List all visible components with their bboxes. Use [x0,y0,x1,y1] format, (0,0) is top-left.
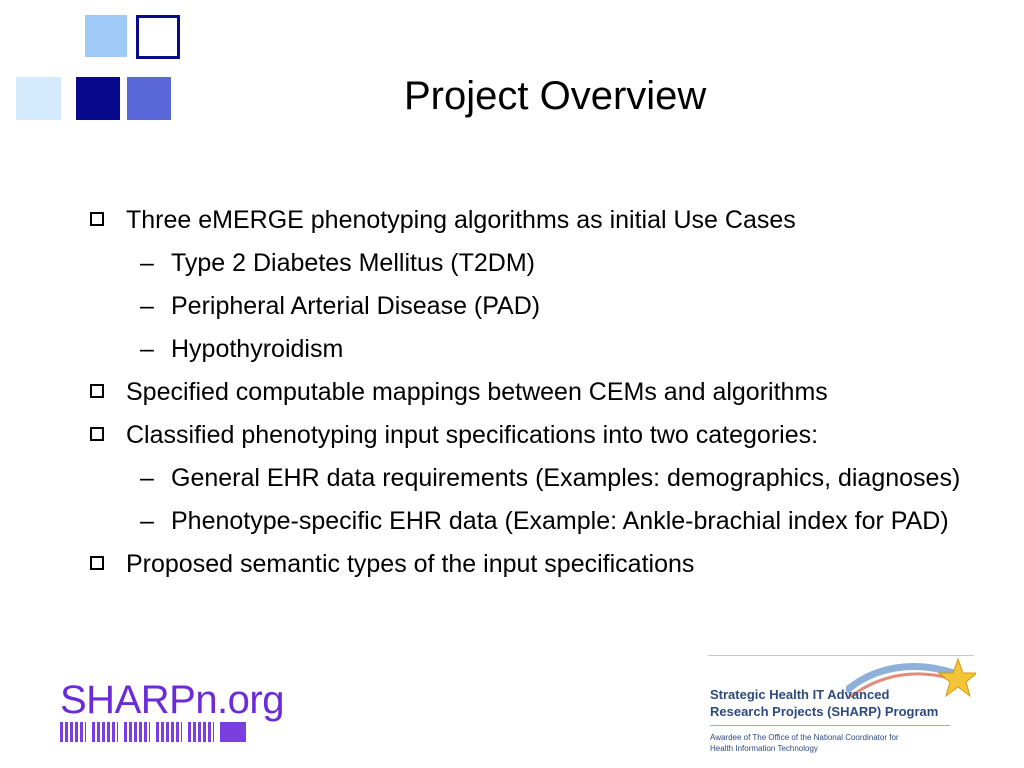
program-sub-line2: Health Information Technology [710,744,818,753]
sub-bullet-item [90,246,1000,280]
deco-square-pale-blue [16,77,61,120]
program-name-line1: Strategic Health IT Advanced [710,687,890,702]
dash-bullet-icon: – [140,464,154,492]
program-name-line2: Research Projects (SHARP) Program [710,704,939,719]
dash-bullet-icon: – [140,249,154,277]
logo-top-rule [708,655,974,656]
bullet-text: Classified phenotyping input specifications into two categories: [126,421,819,449]
sharpn-logo-text: SHARPn.org [60,678,284,722]
bullet-text: Proposed semantic types of the input specifications [126,550,695,578]
bullet-list [90,203,1000,590]
bullet-text: Three eMERGE phenotyping algorithms as initial Use Cases [126,206,796,234]
dash-bullet-icon: – [140,507,154,535]
sub-bullet-text: Type 2 Diabetes Mellitus (T2DM) [171,249,536,277]
sub-bullet-item [90,461,1000,495]
logo-tile [220,722,246,742]
deco-square-periwinkle [127,77,171,120]
dash-bullet-icon: – [140,335,154,363]
sub-bullet-text: Hypothyroidism [171,335,344,363]
sub-bullet-text: General EHR data requirements (Examples: demographics, diagnoses) [171,464,961,492]
sub-bullet-item [90,504,1000,538]
logo-tile [156,722,182,742]
square-bullet-icon [90,427,104,441]
logo-tile [60,722,86,742]
sub-bullet-text: Peripheral Arterial Disease (PAD) [171,292,541,320]
square-bullet-icon [90,556,104,570]
bullet-item [90,547,1000,581]
sub-bullet-text: Phenotype-specific EHR data (Example: Ankle-brachial index for PAD) [171,507,949,535]
slide-title: Project Overview [404,74,707,118]
deco-square-light-blue [85,15,127,57]
sharp-program-logo [706,653,974,765]
square-bullet-icon [90,212,104,226]
deco-square-outline [136,15,180,59]
logo-tile [124,722,150,742]
bullet-text: Specified computable mappings between CEMs and algorithms [126,378,828,406]
deco-square-navy [76,77,120,120]
sub-bullet-item [90,332,1000,366]
bullet-item [90,375,1000,409]
sub-bullet-item [90,289,1000,323]
dash-bullet-icon: – [140,292,154,320]
bullet-item [90,418,1000,452]
bullet-item [90,203,1000,237]
program-sub-line1: Awardee of The Office of the National Coordinator for [710,733,899,742]
logo-rule [710,725,950,726]
sharpn-logo-tiles [60,722,284,742]
logo-tile [188,722,214,742]
sharpn-logo [60,680,284,742]
square-bullet-icon [90,384,104,398]
logo-tile [92,722,118,742]
